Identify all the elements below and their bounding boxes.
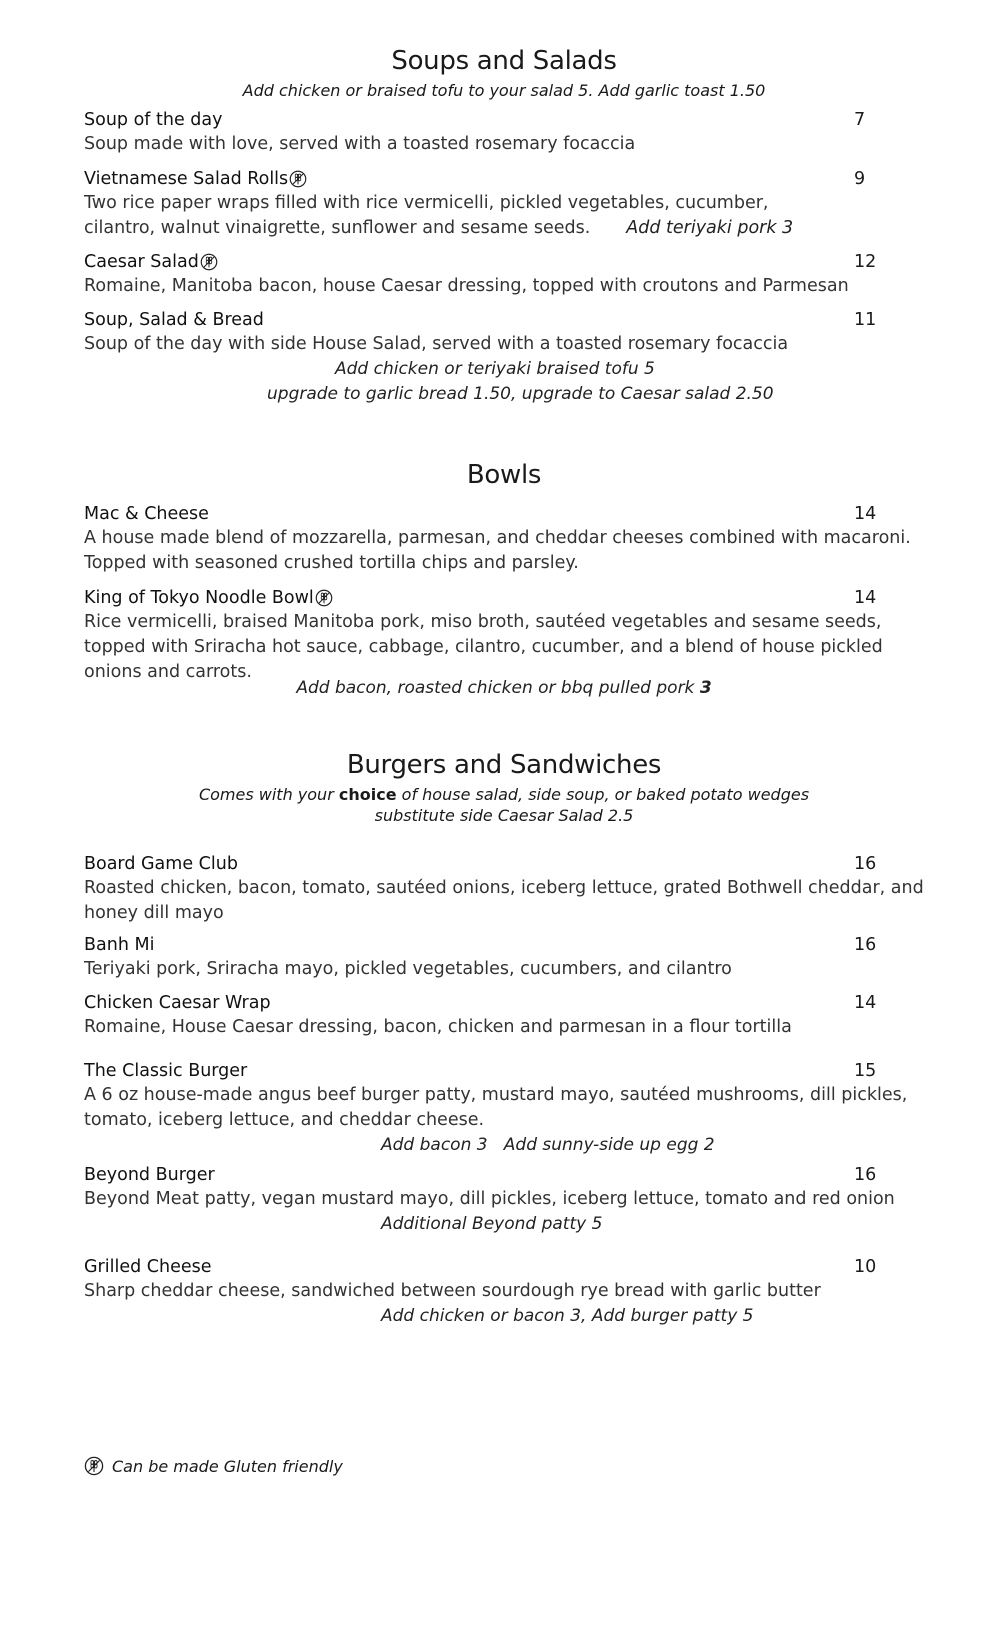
section-title-bowls: Bowls <box>466 460 542 490</box>
item-description: A 6 oz house-made angus beef burger patty, mustard mayo, sautéed mushrooms, dill pickles, tomato, iceberg lettuce, and cheddar cheese. <box>84 1085 908 1130</box>
item-description: Teriyaki pork, Sriracha mayo, pickled vegetables, cucumbers, and cilantro <box>84 959 732 979</box>
item-name: Banh Mi <box>84 935 155 955</box>
item-price: 11 <box>854 310 877 330</box>
bowls-addon-price: 3 <box>699 678 712 698</box>
item-description: Romaine, Manitoba bacon, house Caesar dressing, topped with croutons and Parmesan <box>84 276 849 296</box>
burgers-note-choice: choice <box>338 785 397 804</box>
item-description: Soup of the day with side House Salad, served with a toasted rosemary focaccia <box>84 334 789 354</box>
item-price: 16 <box>854 854 877 874</box>
item-description: Sharp cheddar cheese, sandwiched between sourdough rye bread with garlic butter <box>84 1281 821 1301</box>
menu-item <box>84 108 924 157</box>
gluten-free-icon <box>200 253 218 271</box>
item-price: 12 <box>854 252 877 272</box>
menu-item <box>84 502 924 576</box>
item-price: 16 <box>854 935 877 955</box>
legend-text: Can be made Gluten friendly <box>112 1456 343 1476</box>
item-price: 14 <box>854 588 877 608</box>
item-name: Beyond Burger <box>84 1165 215 1185</box>
item-description: A house made blend of mozzarella, parmesan, and cheddar cheeses combined with macaroni. Topped with seasoned crushed tortilla chips and parsley. <box>84 528 911 573</box>
item-name: King of Tokyo Noodle Bowl <box>84 588 314 608</box>
burgers-note-part: of house salad, side soup, or baked potato wedges <box>401 785 810 804</box>
gluten-free-icon <box>84 1456 104 1476</box>
menu-item <box>84 586 924 685</box>
item-description: Beyond Meat patty, vegan mustard mayo, dill pickles, iceberg lettuce, tomato and red onion <box>84 1189 895 1209</box>
bowls-addon-text: Add bacon, roasted chicken or bbq pulled pork <box>296 678 695 698</box>
gluten-free-icon <box>289 170 307 188</box>
item-price: 10 <box>854 1257 877 1277</box>
item-price: 14 <box>854 993 877 1013</box>
menu-item <box>84 991 924 1040</box>
menu-item <box>84 308 924 407</box>
item-addon: Add chicken or teriyaki braised tofu 5 <box>335 359 655 379</box>
item-description: Soup made with love, served with a toasted rosemary focaccia <box>84 134 636 154</box>
section-title-burgers: Burgers and Sandwiches <box>346 750 662 780</box>
burgers-substitute-note: substitute side Caesar Salad 2.5 <box>374 806 634 825</box>
menu-item <box>84 167 924 241</box>
menu-item <box>84 1059 924 1158</box>
menu-item <box>84 852 924 926</box>
item-name: Vietnamese Salad Rolls <box>84 169 289 189</box>
menu-item <box>84 1255 924 1329</box>
item-addon: Additional Beyond patty 5 <box>381 1214 603 1234</box>
item-name: The Classic Burger <box>84 1061 248 1081</box>
gluten-legend <box>84 1456 343 1476</box>
item-name: Soup of the day <box>84 110 223 130</box>
menu-item <box>84 250 924 299</box>
item-name: Caesar Salad <box>84 252 199 272</box>
item-price: 7 <box>854 110 866 130</box>
item-addon: upgrade to garlic bread 1.50, upgrade to Caesar salad 2.50 <box>267 384 774 404</box>
item-name: Mac & Cheese <box>84 504 209 524</box>
burgers-note <box>84 785 924 804</box>
menu-item <box>84 1163 924 1237</box>
item-name: Grilled Cheese <box>84 1257 212 1277</box>
item-addon: Add teriyaki pork 3 <box>626 218 794 238</box>
item-name: Board Game Club <box>84 854 238 874</box>
item-name: Chicken Caesar Wrap <box>84 993 271 1013</box>
item-price: 16 <box>854 1165 877 1185</box>
item-addon: Add bacon 3 Add sunny-side up egg 2 <box>381 1135 715 1155</box>
item-price: 9 <box>854 169 866 189</box>
soups-salads-note: Add chicken or braised tofu to your salad 5. Add garlic toast 1.50 <box>242 81 766 100</box>
item-addon: Add chicken or bacon 3, Add burger patty 5 <box>381 1306 754 1326</box>
item-name: Soup, Salad & Bread <box>84 310 264 330</box>
burgers-note-part: Comes with your <box>198 785 334 804</box>
menu-item <box>84 933 924 982</box>
item-description: Rice vermicelli, braised Manitoba pork, miso broth, sautéed vegetables and sesame seeds, topped with Sriracha hot sauce, cabbage, cilantro, cucumber, and a blend of house pickled onions and carrots. <box>84 612 883 682</box>
item-description: Romaine, House Caesar dressing, bacon, chicken and parmesan in a flour tortilla <box>84 1017 792 1037</box>
item-price: 14 <box>854 504 877 524</box>
bowls-addon <box>84 676 924 701</box>
item-description: Two rice paper wraps filled with rice vermicelli, pickled vegetables, cucumber, cilantro, walnut vinaigrette, sunflower and sesame seeds. <box>84 193 769 238</box>
section-title-soups-salads: Soups and Salads <box>391 46 617 76</box>
gluten-free-icon <box>315 589 333 607</box>
item-description: Roasted chicken, bacon, tomato, sautéed onions, iceberg lettuce, grated Bothwell cheddar, and honey dill mayo <box>84 878 924 923</box>
item-price: 15 <box>854 1061 877 1081</box>
